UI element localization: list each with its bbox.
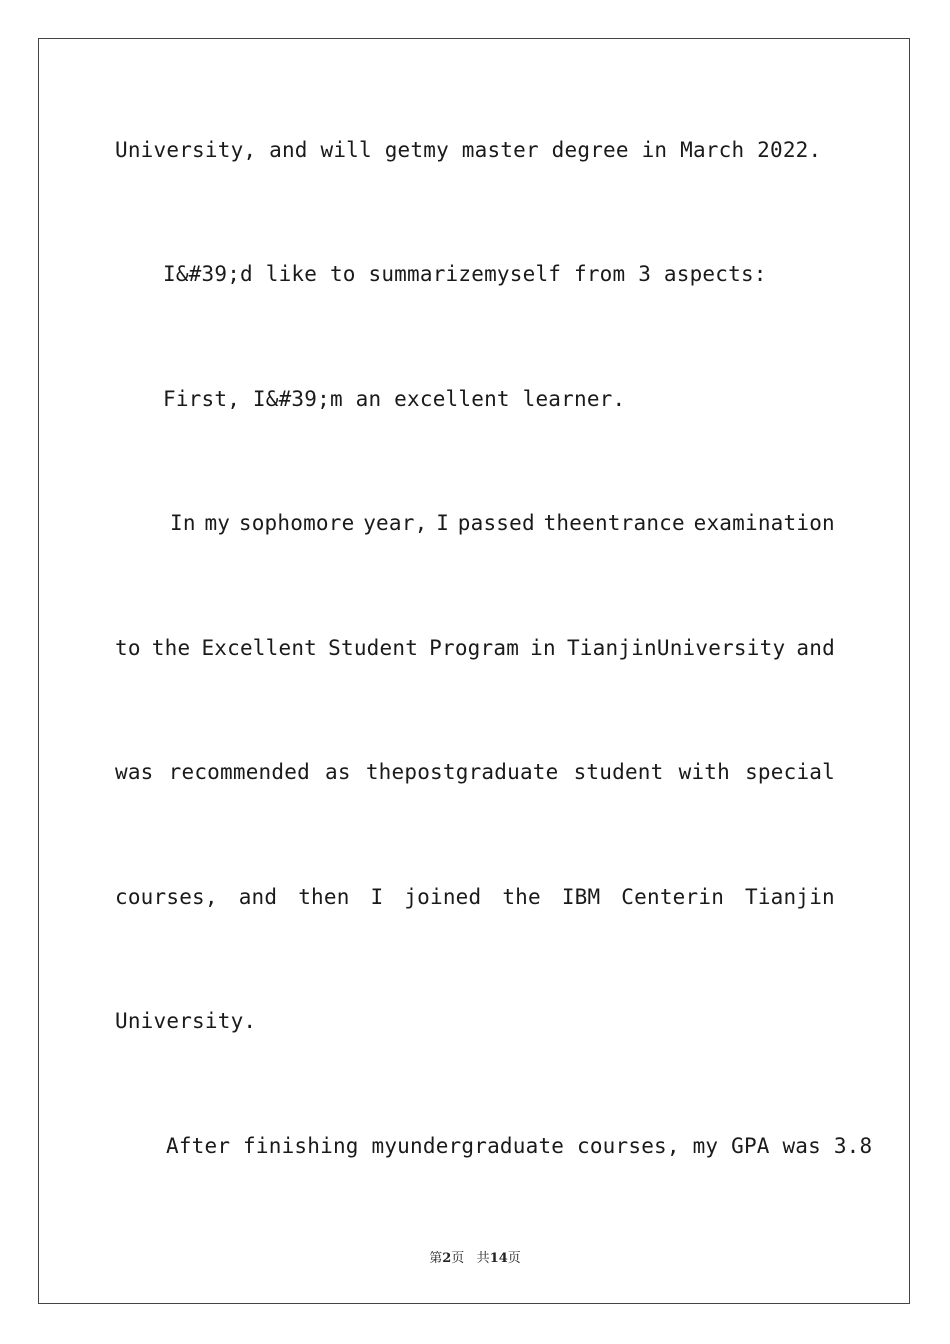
page-footer: [0, 1247, 950, 1266]
word: sophomore: [238, 511, 355, 535]
word: examination: [693, 511, 835, 535]
word: as: [325, 760, 351, 784]
word: IBM: [561, 885, 601, 909]
word: and: [796, 636, 835, 660]
word: Student: [328, 636, 419, 660]
text-line-3: First, I&#39;m an excellent learner.: [163, 387, 626, 411]
total-prefix: 共: [476, 1251, 490, 1266]
text-line-5: [115, 635, 835, 661]
page-prefix: 第: [429, 1251, 443, 1266]
word: I: [370, 885, 384, 909]
word: Tianjin: [745, 885, 835, 909]
word: courses,: [115, 885, 218, 909]
word: In: [170, 511, 196, 535]
text-line-2: I&#39;d like to summarizemyself from 3 aspects:: [163, 262, 767, 286]
word: to: [115, 636, 141, 660]
word: Excellent: [201, 636, 318, 660]
word: joined: [404, 885, 482, 909]
word: the: [502, 885, 541, 909]
word: thepostgraduate: [365, 760, 559, 784]
word: recommended: [168, 760, 310, 784]
text-line-1: University, and will getmy master degree in March 2022.: [115, 138, 822, 162]
word: Program: [429, 636, 520, 660]
word: the: [151, 636, 191, 660]
word: and: [238, 885, 278, 909]
page-border: [38, 38, 910, 1304]
text-line-4: [170, 510, 835, 536]
word: TianjinUniversity: [566, 636, 786, 660]
page-number: 2: [442, 1251, 452, 1266]
total-pages: 14: [489, 1251, 508, 1266]
word: was: [115, 760, 154, 784]
text-line-7: [115, 884, 835, 910]
word: Centerin: [621, 885, 725, 909]
text-line-6: [115, 759, 835, 785]
page-suffix: 页: [451, 1251, 465, 1266]
word: year,: [363, 511, 428, 535]
text-line-9: After finishing myundergraduate courses, my GPA was 3.8: [166, 1134, 873, 1158]
word: in: [530, 636, 556, 660]
word: theentrance: [543, 511, 685, 535]
word: my: [204, 511, 231, 535]
word: passed: [457, 511, 535, 535]
word: student: [573, 760, 664, 784]
word: I: [436, 511, 450, 535]
word: with: [678, 760, 730, 784]
text-line-8: University.: [115, 1009, 257, 1033]
word: special: [745, 760, 835, 784]
total-suffix: 页: [507, 1251, 521, 1266]
word: then: [298, 885, 350, 909]
